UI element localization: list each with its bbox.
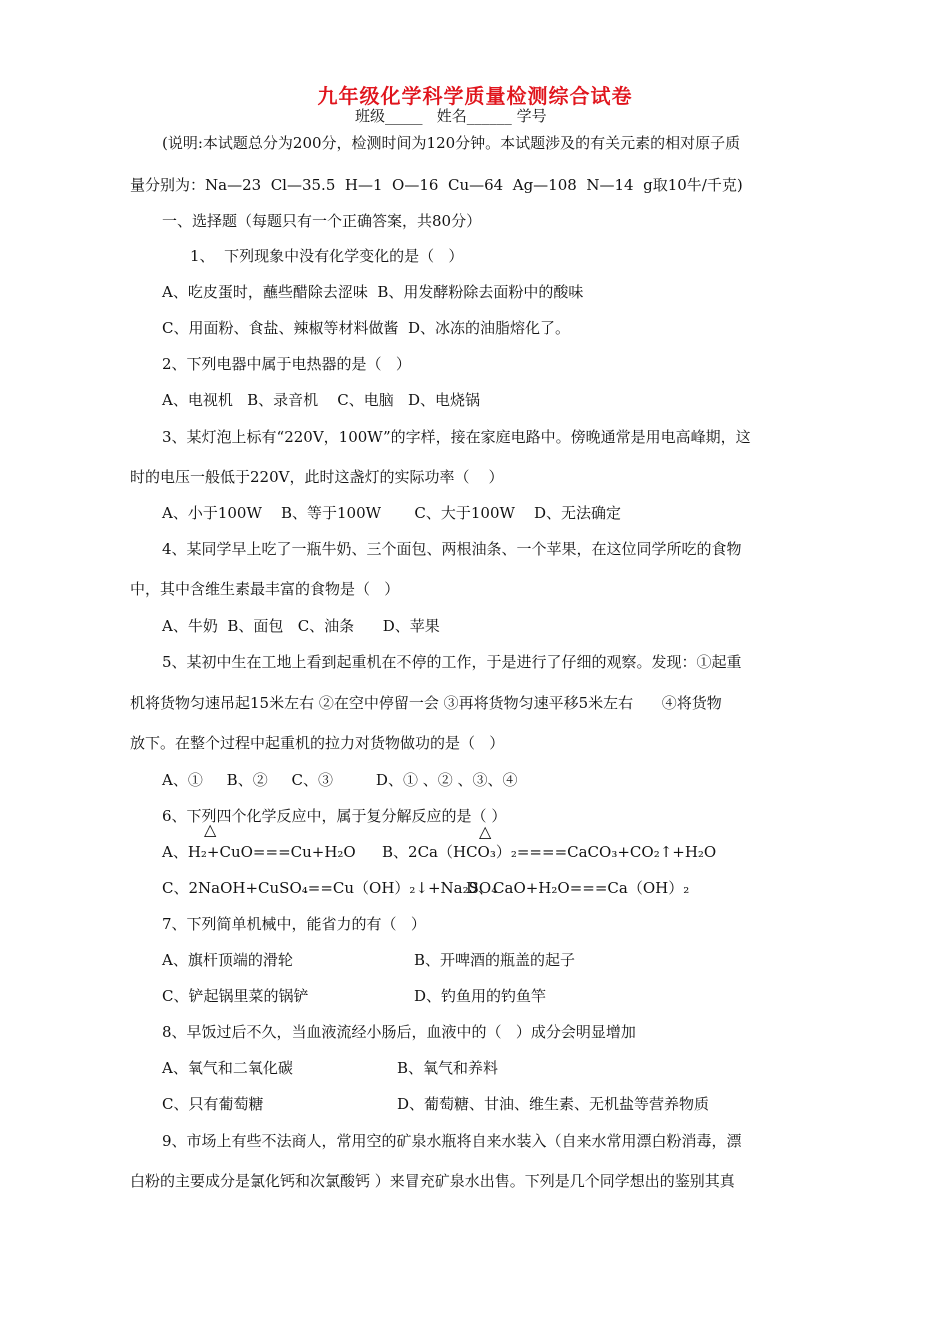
question-2-options: A、电视机 B、录音机 C、电脑 D、电烧锅 (162, 391, 481, 409)
question-2: 2、下列电器中属于电热器的是（ ） (162, 355, 411, 373)
question-1-options: C、用面粉、食盐、辣椒等材料做酱 D、冰冻的油脂熔化了。 (162, 319, 571, 337)
question-7-option-d: D、钓鱼用的钓鱼竿 (414, 987, 547, 1005)
question-3-options: A、小于100W B、等于100W C、大于100W D、无法确定 (162, 504, 622, 522)
question-1: 1、 下列现象中没有化学变化的是（ ） (190, 247, 464, 265)
question-7: 7、下列简单机械中，能省力的有（ ） (162, 915, 426, 933)
heat-symbol: △ (479, 822, 492, 841)
question-6-option-c: C、2NaOH+CuSO₄==Cu（OH）₂↓+Na₂SO₄ (162, 879, 498, 897)
question-1-options: A、吃皮蛋时，蘸些醋除去涩味 B、用发酵粉除去面粉中的酸味 (162, 283, 584, 301)
question-9: 9、市场上有些不法商人，常用空的矿泉水瓶将自来水装入（自来水常用漂白粉消毒，漂 (162, 1132, 742, 1150)
question-3: 时的电压一般低于220V，此时这盏灯的实际功率（ ） (130, 468, 504, 486)
heat-symbol: △ (204, 820, 217, 839)
question-6-option-a: A、H₂+CuO===Cu+H₂O (162, 843, 356, 861)
question-4: 中，其中含维生素最丰富的食物是（ ） (130, 580, 400, 598)
question-8: 8、早饭过后不久，当血液流经小肠后，血液中的（ ）成分会明显增加 (162, 1023, 636, 1041)
intro-text: 量分别为：Na—23 Cl—35.5 H—1 O—16 Cu—64 Ag—108 N—14 g取10牛/千克) (130, 176, 743, 194)
question-5: 放下。在整个过程中起重机的拉力对货物做功的是（ ） (130, 734, 505, 752)
question-3: 3、某灯泡上标有“220V，100W”的字样，接在家庭电路中。傍晚通常是用电高峰期，这 (162, 428, 751, 446)
question-5: 机将货物匀速吊起15米左右 ②在空中停留一会 ③再将货物匀速平移5米左右 ④将货物 (130, 694, 722, 712)
question-6-option-d: D、CaO+H₂O===Ca（OH）₂ (466, 879, 690, 897)
question-9: 白粉的主要成分是氯化钙和次氯酸钙 ）来冒充矿泉水出售。下列是几个同学想出的鉴别其真 (130, 1172, 735, 1190)
student-info-fields: 班级_____ 姓名______ 学号 (355, 107, 547, 125)
question-7-option-c: C、铲起锅里菜的锅铲 (162, 987, 309, 1005)
question-8-option-c: C、只有葡萄糖 (162, 1095, 264, 1113)
question-8-option-a: A、氧气和二氧化碳 (162, 1059, 293, 1077)
question-4: 4、某同学早上吃了一瓶牛奶、三个面包、两根油条、一个苹果，在这位同学所吃的食物 (162, 540, 742, 558)
section-heading: 一、选择题（每题只有一个正确答案，共80分） (162, 212, 482, 230)
question-6-option-b: B、2Ca（HCO₃）₂====CaCO₃+CO₂↑+H₂O (382, 843, 717, 861)
question-8-option-d: D、葡萄糖、甘油、维生素、无机盐等营养物质 (397, 1095, 710, 1113)
question-4-options: A、牛奶 B、面包 C、油条 D、苹果 (162, 617, 440, 635)
question-5-options: A、① B、② C、③ D、① 、② 、③、④ (162, 771, 518, 789)
page-title: 九年级化学科学质量检测综合试卷 (317, 84, 633, 108)
question-6: 6、下列四个化学反应中，属于复分解反应的是（ ） (162, 807, 507, 825)
question-7-option-b: B、开啤酒的瓶盖的起子 (414, 951, 576, 969)
question-7-option-a: A、旗杆顶端的滑轮 (162, 951, 293, 969)
question-5: 5、某初中生在工地上看到起重机在不停的工作，于是进行了仔细的观察。发现：①起重 (162, 653, 742, 671)
question-8-option-b: B、氧气和养料 (397, 1059, 499, 1077)
intro-text: (说明:本试题总分为200分，检测时间为120分钟。本试题涉及的有关元素的相对原子质 (162, 134, 741, 152)
